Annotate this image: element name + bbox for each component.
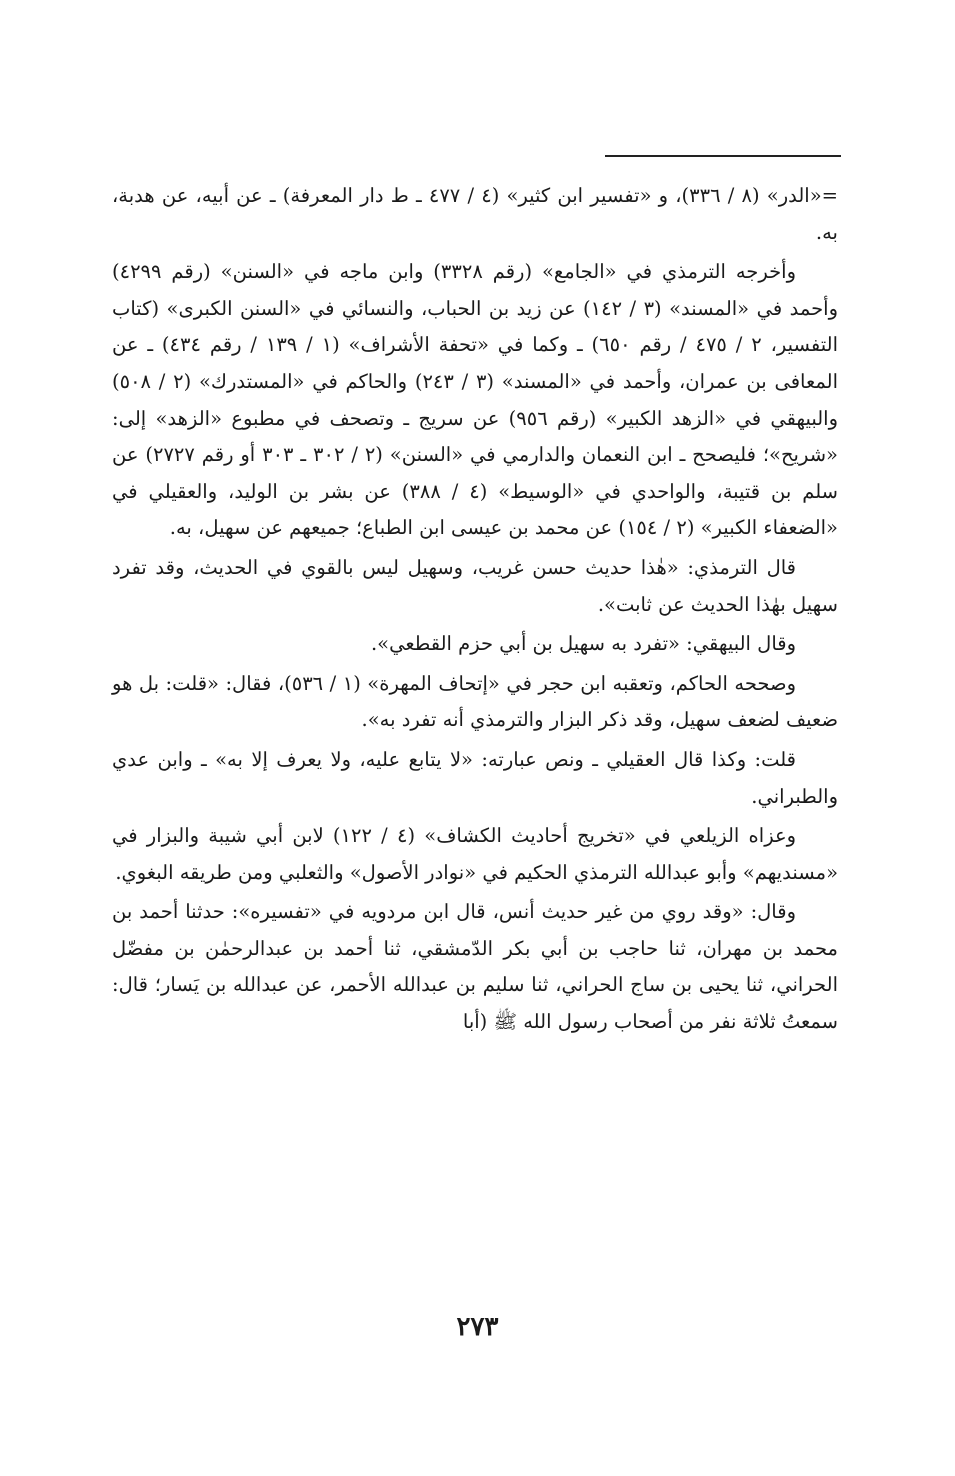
footnote-separator-line — [605, 155, 841, 157]
footnote-paragraph: وقال البيهقي: «تفرد به سهيل بن أبي حزم القطعي». — [370, 632, 796, 656]
footnote-text-block — [112, 178, 838, 1044]
page-number: ٢٧٣ — [456, 1312, 499, 1342]
footnote-paragraph-continuation: =«الدر» (٨ / ٣٣٦)، و «تفسير ابن كثير» (٤ / ٤٧٧ ـ ط دار المعرفة) ـ عن أبيه، عن هدبة، به. — [112, 184, 838, 244]
footnote-paragraph: وقال: «وقد روي من غير حديث أنس، قال ابن مردويه في «تفسيره»: حدثنا أحمد بن محمد بن مهران، ثنا حاجب بن أبي بكر الدّمشقي، ثنا أحمد بن عبدالرحمٰن بن مفضّل الحراني، ثنا يحيى بن ساج الحراني، ثنا سليم بن عبدالله الأحمر، عن عبدالله بن يَسار؛ قال: سمعتُ ثلاثة نفر من أصحاب رسول الله ﷺ (أبا — [112, 900, 838, 1034]
footnote-paragraph: قال الترمذي: «هٰذا حديث حسن غريب، وسهيل ليس بالقوي في الحديث، وقد تفرد سهيل بهٰذا الحديث عن ثابت». — [112, 555, 838, 616]
footnote-paragraph: وعزاه الزيلعي في «تخريج أحاديث الكشاف» (٤ / ١٢٢) لابن أبي شيبة والبزار في «مسنديهم» وأبو عبدالله الترمذي الحكيم في «نوادر الأصول» والثعلبي ومن طريقه البغوي. — [112, 824, 838, 884]
footnote-paragraph: قلت: وكذا قال العقيلي ـ ونص عبارته: «لا يتابع عليه، ولا يعرف إلا به» ـ وابن عدي والطبراني. — [112, 747, 838, 808]
footnote-paragraph: وأخرجه الترمذي في «الجامع» (رقم ٣٣٢٨) وابن ماجه في «السنن» (رقم ٤٢٩٩) وأحمد في «المسند» (٣ / ١٤٢) عن زيد بن الحباب، والنسائي في «السنن الكبرى» (كتاب التفسير، ٢ / ٤٧٥ / رقم ٦٥٠) ـ وكما في «تحفة الأشراف» (١ / ١٣٩ / رقم ٤٣٤) ـ عن المعافى بن عمران، وأحمد في «المسند» (٣ / ٢٤٣) والحاكم في «المستدرك» (٢ / ٥٠٨) والبيهقي في «الزهد الكبير» (رقم ٩٥٦) عن سريج ـ وتصحف في مطبوع «الزهد» إلى: «شريح»؛ فليصحح ـ ابن النعمان والدارمي في «السنن» (٢ / ٣٠٢ ـ ٣٠٣ أو رقم ٢٧٢٧) عن سلم بن قتيبة، والواحدي في «الوسيط» (٤ / ٣٨٨) عن بشر بن الوليد، والعقيلي في «الضعفاء الكبير» (٢ / ١٥٤) عن محمد بن عيسى ابن الطباع؛ جميعهم عن سهيل، به. — [112, 260, 839, 540]
footnote-paragraph: وصححه الحاكم، وتعقبه ابن حجر في «إتحاف المهرة» (١ / ٥٣٦)، فقال: «قلت: بل هو ضعيف لضعف سهيل، وقد ذكر البزار والترمذي أنه تفرد به». — [112, 671, 838, 732]
